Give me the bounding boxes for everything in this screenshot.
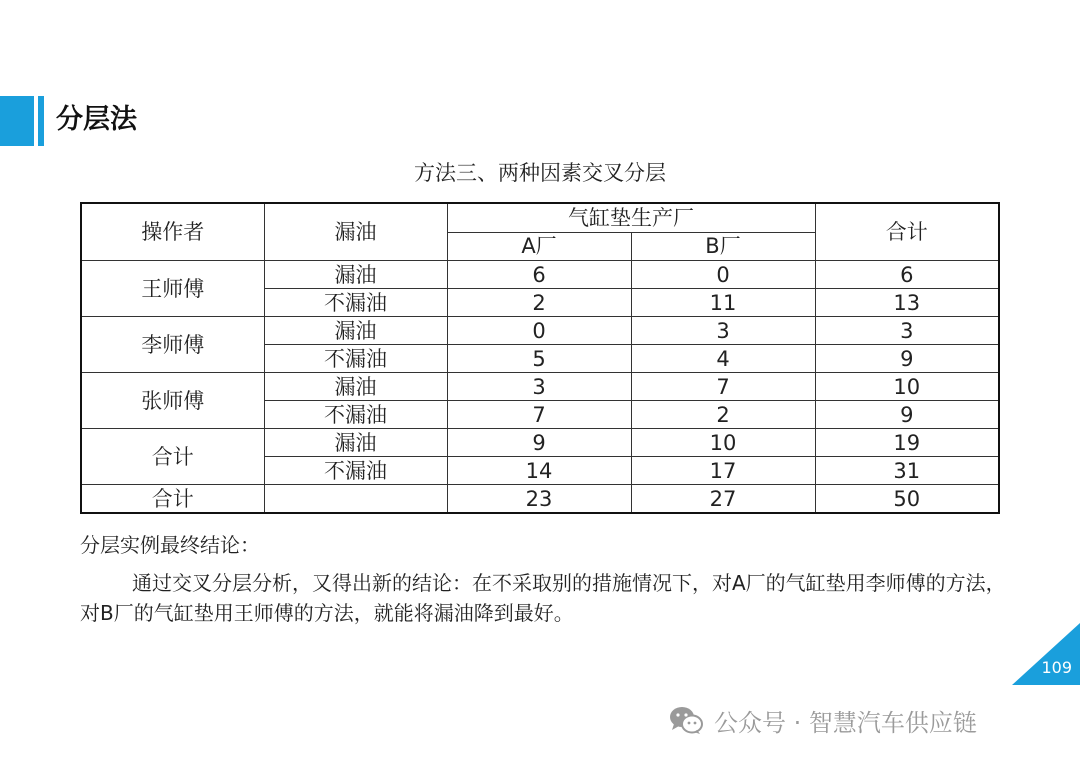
row-label: 不漏油	[264, 345, 447, 373]
group-name: 王师傅	[81, 261, 264, 317]
cell-factory-a: 7	[447, 401, 631, 429]
accent-bar	[0, 96, 34, 146]
cell-factory-b: 2	[631, 401, 815, 429]
cell-total: 9	[815, 345, 999, 373]
table-row	[81, 261, 999, 289]
cell-total: 10	[815, 373, 999, 401]
cell-factory-b: 3	[631, 317, 815, 345]
cell-factory-b: 11	[631, 289, 815, 317]
cell-total: 9	[815, 401, 999, 429]
cell-total: 31	[815, 457, 999, 485]
group-name: 张师傅	[81, 373, 264, 429]
cell-total: 3	[815, 317, 999, 345]
table-caption: 方法三、两种因素交叉分层	[414, 161, 666, 185]
grand-total-empty	[264, 485, 447, 514]
data-table	[80, 202, 1000, 514]
row-label: 不漏油	[264, 401, 447, 429]
page-title: 分层法	[56, 104, 137, 135]
wechat-icon	[668, 705, 704, 735]
header-operator: 操作者	[81, 203, 264, 261]
conclusion-title: 分层实例最终结论：	[80, 533, 260, 557]
header-factory-a: A厂	[447, 232, 631, 261]
header-row	[81, 203, 999, 232]
row-label: 漏油	[264, 429, 447, 457]
grand-total-factory-a: 23	[447, 485, 631, 514]
cell-total: 6	[815, 261, 999, 289]
row-label: 漏油	[264, 317, 447, 345]
group-name: 李师傅	[81, 317, 264, 373]
header-leak: 漏油	[264, 203, 447, 261]
group-name: 合计	[81, 429, 264, 485]
header-factory-b: B厂	[631, 232, 815, 261]
grand-total-factory-b: 27	[631, 485, 815, 514]
cell-factory-a: 2	[447, 289, 631, 317]
table-row	[81, 373, 999, 401]
row-label: 漏油	[264, 261, 447, 289]
page-number: 109	[1041, 658, 1072, 677]
cell-total: 19	[815, 429, 999, 457]
row-label: 漏油	[264, 373, 447, 401]
row-label: 不漏油	[264, 457, 447, 485]
header-total: 合计	[815, 203, 999, 261]
grand-total-row	[81, 485, 999, 514]
row-label: 不漏油	[264, 289, 447, 317]
watermark-text: 公众号 · 智慧汽车供应链	[714, 708, 977, 737]
table-row	[81, 317, 999, 345]
cell-factory-b: 10	[631, 429, 815, 457]
cell-factory-a: 9	[447, 429, 631, 457]
table-row	[81, 429, 999, 457]
grand-total-total: 50	[815, 485, 999, 514]
cell-factory-b: 17	[631, 457, 815, 485]
cell-factory-b: 4	[631, 345, 815, 373]
header-factory-group: 气缸垫生产厂	[447, 203, 815, 232]
cell-factory-b: 7	[631, 373, 815, 401]
cell-factory-b: 0	[631, 261, 815, 289]
grand-total-label: 合计	[81, 485, 264, 514]
cell-total: 13	[815, 289, 999, 317]
conclusion-body: 通过交叉分层分析，又得出新的结论：在不采取别的措施情况下，对A厂的气缸垫用李师傅的方法，对B厂的气缸垫用王师傅的方法，就能将漏油降到最好。	[80, 571, 1006, 625]
cell-factory-a: 6	[447, 261, 631, 289]
accent-bar-thin	[38, 96, 44, 146]
watermark	[668, 702, 977, 738]
cell-factory-a: 3	[447, 373, 631, 401]
cell-factory-a: 0	[447, 317, 631, 345]
cell-factory-a: 14	[447, 457, 631, 485]
cell-factory-a: 5	[447, 345, 631, 373]
